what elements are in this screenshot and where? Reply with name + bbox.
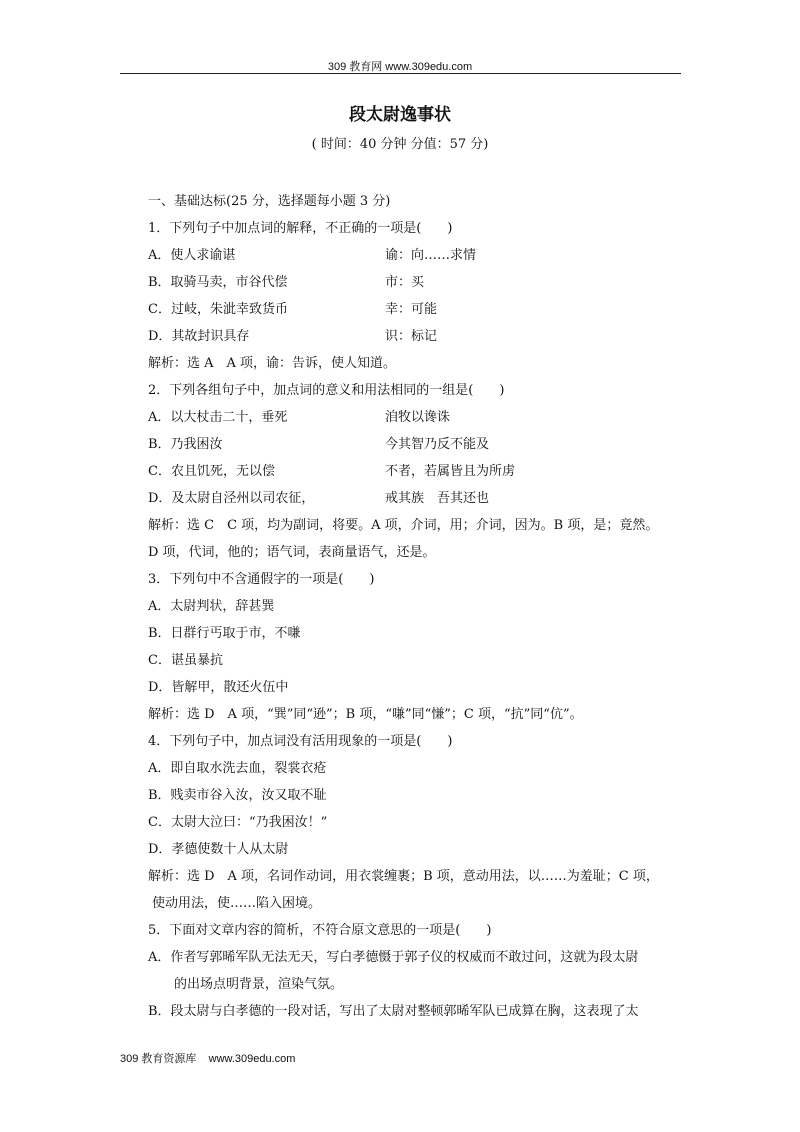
question-4-answer: 解析：选 D A 项，名词作动词，用衣裳缠裹；B 项，意动用法，以……为羞耻；C 项， bbox=[148, 869, 659, 884]
option-pair: 不者，若属皆且为所虏 bbox=[385, 464, 516, 479]
page-header: 309 教育网 www.309edu.com bbox=[327, 61, 473, 73]
question-2-option-b bbox=[148, 431, 688, 458]
question-2-option-d bbox=[148, 485, 688, 512]
option-text: D．其故封识具存 bbox=[148, 329, 250, 344]
question-1-option-d bbox=[148, 323, 688, 350]
question-4-answer-cont: 使动用法，使……陷入困境。 bbox=[152, 896, 322, 911]
question-3-option-d: D．皆解甲，散还火伍中 bbox=[148, 680, 289, 695]
question-1-option-c bbox=[148, 296, 688, 323]
question-3-stem: 3．下列句中不含通假字的一项是( ) bbox=[148, 572, 375, 587]
question-1-answer: 解析：选 A A 项，谕：告诉，使人知道。 bbox=[148, 356, 397, 371]
header-divider bbox=[120, 73, 681, 74]
question-2-answer: 解析：选 C C 项，均为副词，将要。A 项，介词，用；介词，因为。B 项，是；竟然。 bbox=[148, 518, 659, 533]
document-subtitle: ( 时间：40 分钟 分值：57 分) bbox=[311, 137, 489, 152]
document-body bbox=[148, 188, 688, 1025]
option-text: A．使人求谕谌 bbox=[148, 248, 236, 263]
question-4-stem: 4．下列句子中，加点词没有活用现象的一项是( ) bbox=[148, 734, 453, 749]
option-text: D．及太尉自泾州以司农征， bbox=[148, 491, 315, 506]
question-4-option-c: C．太尉大泣曰：“乃我困汝！” bbox=[148, 815, 328, 830]
option-text: C．过岐，朱泚幸致货币 bbox=[148, 302, 288, 317]
section-heading: 一、基础达标(25 分，选择题每小题 3 分) bbox=[148, 194, 391, 209]
option-text: B．乃我困汝 bbox=[148, 437, 223, 452]
option-pair: 洎牧以谗诛 bbox=[385, 410, 451, 425]
page-footer: 309 教育资源库 www.309edu.com bbox=[120, 1053, 296, 1065]
option-gloss: 谕：向……求情 bbox=[385, 248, 477, 263]
question-2-option-c bbox=[148, 458, 688, 485]
question-4-option-b: B．贱卖市谷入汝，汝又取不耻 bbox=[148, 788, 327, 803]
option-gloss: 市：买 bbox=[385, 275, 425, 290]
option-text: C．农且饥死，无以偿 bbox=[148, 464, 275, 479]
question-5-stem: 5．下面对文章内容的简析，不符合原文意思的一项是( ) bbox=[148, 923, 492, 938]
question-4-option-a: A．即自取水洗去血，裂裳衣疮 bbox=[148, 761, 327, 776]
option-pair: 今其智乃反不能及 bbox=[385, 437, 490, 452]
question-3-option-c: C．谌虽暴抗 bbox=[148, 653, 223, 668]
document-title: 段太尉逸事状 bbox=[349, 105, 451, 125]
question-3-option-b: B．日群行丐取于市，不嗛 bbox=[148, 626, 301, 641]
question-4-option-d: D．孝德使数十人从太尉 bbox=[148, 842, 289, 857]
question-1-option-b bbox=[148, 269, 688, 296]
option-gloss: 幸：可能 bbox=[385, 302, 438, 317]
question-2-option-a bbox=[148, 404, 688, 431]
question-3-option-a: A．太尉判状，辞甚巽 bbox=[148, 599, 275, 614]
question-3-answer: 解析：选 D A 项，“巽”同“逊”；B 项，“嗛”同“慊”；C 项，“抗”同“伉”。 bbox=[148, 707, 583, 722]
question-5-option-b: B．段太尉与白孝德的一段对话，写出了太尉对整顿郭晞军队已成算在胸，这表现了太 bbox=[148, 1004, 639, 1019]
question-2-stem: 2．下列各组句子中，加点词的意义和用法相同的一组是( ) bbox=[148, 383, 505, 398]
option-text: A．以大杖击二十，垂死 bbox=[148, 410, 288, 425]
question-5-option-a-cont: 的出场点明背景，渲染气氛。 bbox=[174, 977, 344, 992]
option-gloss: 识：标记 bbox=[385, 329, 438, 344]
option-pair: 戒其族 吾其还也 bbox=[385, 491, 490, 506]
question-1-option-a bbox=[148, 242, 688, 269]
question-2-answer-cont: D 项，代词，他的；语气词，表商量语气，还是。 bbox=[148, 545, 436, 560]
question-5-option-a: A．作者写郭晞军队无法无天，写白孝德慑于郭子仪的权威而不敢过问，这就为段太尉 bbox=[148, 950, 639, 965]
option-text: B．取骑马卖，市谷代偿 bbox=[148, 275, 288, 290]
question-1-stem: 1．下列句子中加点词的解释，不正确的一项是( ) bbox=[148, 221, 453, 236]
